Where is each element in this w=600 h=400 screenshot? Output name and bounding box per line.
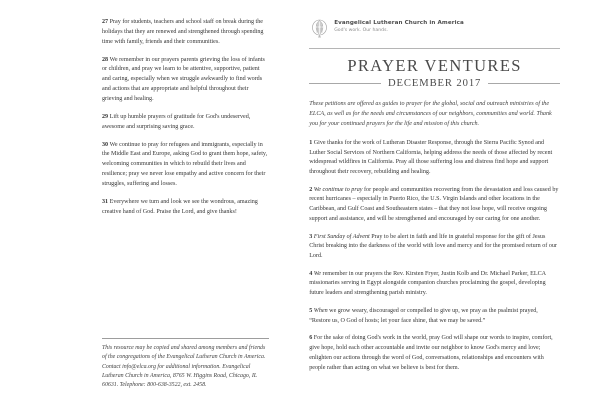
prayer-entry: [102, 141, 269, 190]
organization-tagline: God's work. Our hands.: [334, 27, 388, 33]
prayer-entry: [102, 198, 269, 218]
prayer-entry-number: 28: [102, 56, 110, 63]
prayer-entry: [309, 186, 560, 225]
prayer-entry-number: 3: [309, 233, 314, 240]
prayer-entry: [309, 233, 560, 263]
prayer-entry-lead: When: [313, 307, 328, 314]
prayer-entry-number: 27: [102, 19, 110, 25]
copyright-note: This resource may be copied and shared among members and friends of the congregations of the Evangelical Lutheran Church in America. Contact info@elca.org for additional information. Evangelical Lutheran Church in America, 8765 W. Higgins Road, Chicago, IL 60631. Telephone: 800-638-3522, ext. 2458.: [102, 345, 266, 388]
prayer-entry: [102, 113, 269, 133]
prayer-entry: [309, 270, 560, 300]
prayer-entry-text: We remember in our prayers parents grieving the loss of infants or children, and pray we learn to be attentive, supportive, patient and caring, especially when we struggle awkwardly to find words and actions that are appropriate and helpful throughout their grieving and healing.: [102, 56, 265, 103]
page-title: PRAYER VENTURES: [347, 56, 522, 75]
left-column: [22, 18, 291, 390]
subtitle-rule-right: [488, 83, 560, 84]
prayer-entry-number: 5: [309, 307, 314, 314]
prayer-entry-number: 31: [102, 198, 110, 205]
prayer-entry-text: for people and communities recovering from the devastation and loss caused by recent hurricanes – especially in Puerto Rico, the U.S. Virgin Islands and other locations in the Caribbean, and Gulf Coast and Southeastern states – that they not lose hope, will receive ongoing support and assistance, and will be strengthened and encouraged by our caring for one another.: [309, 186, 559, 223]
prayer-entry-text: Everywhere we turn and look we see the wondrous, amazing creative hand of God. Praise the Lord, and give thanks!: [102, 198, 258, 215]
prayer-entry-text: we grow weary, discouraged or compelled to give up, we pray as the psalmist prayed, “Restore us, O God of hosts; let your face shine, that we may be saved.”: [309, 307, 538, 324]
prayer-entry: [102, 56, 269, 105]
prayer-entry: [309, 307, 560, 327]
subtitle-row: [309, 79, 560, 90]
subtitle-rule-left: [309, 83, 381, 84]
prayer-entry-text: remember in our prayers the Rev. Kirsten Fryer, Justin Kolb and Dr. Michael Parker, ELCA missionaries serving in Egypt alongside companion churches proclaiming the gospel, developing future leaders and strengthening parish ministry.: [309, 270, 546, 297]
prayer-entry-text: Pray to be alert in faith and life in grateful response for the gift of Jesus Christ breaking into the darkness of the world with love and mercy and for the promised return of our Lord.: [309, 233, 557, 260]
masthead-text: [334, 18, 464, 34]
masthead: [309, 18, 560, 39]
prayer-entry-number: 30: [102, 141, 110, 148]
prayer-entry-text: Pray for students, teachers and school staff on break during the holidays that they are renewed and strengthened through spending time with family, friends and their communities.: [102, 19, 264, 45]
right-column: [291, 18, 578, 390]
footer-divider: [102, 338, 269, 339]
right-column-entries: [309, 139, 560, 374]
prayer-entry-number: 2: [309, 186, 314, 193]
prayer-entry-lead: We continue to pray: [313, 186, 363, 193]
prayer-entry-text: Give thanks for the work of Lutheran Disaster Response, through the Sierra Pacific Synod and Luther Social Services of Northern California, helping address the needs of those affected by recent widespread wildfires in California. Pray all those suffering loss and distress find hope and support throughout their recovery, rebuilding and healing.: [309, 139, 553, 176]
elca-cross-emblem-icon: [311, 19, 328, 39]
issue-date: DECEMBER 2017: [388, 77, 482, 89]
prayer-entry-lead: We: [313, 270, 322, 277]
prayer-entry-text: We continue to pray for refugees and immigrants, especially in the Middle East and Europe, asking God to grant them hope, safety, welcoming communities in which to rebuild their lives and resilience; pray we never lose empathy and active concern for their struggles, suffering and losses.: [102, 141, 268, 188]
prayer-entry-lead: First Sunday of Advent: [313, 233, 370, 240]
prayer-entry: [102, 18, 269, 48]
introduction-paragraph: These petitions are offered as guides to prayer for the global, social and outreach ministries of the ELCA, as well as for the needs and circumstances of our neighbors, communities and world. Thank you for your continued prayers for the life and mission of this church.: [309, 101, 552, 127]
prayer-entry: [309, 334, 560, 373]
prayer-entry: [309, 139, 560, 178]
organization-name: Evangelical Lutheran Church in America: [334, 20, 464, 26]
footer-spacer: [102, 226, 269, 339]
prayer-entry-number: 6: [309, 334, 314, 341]
prayer-entry-number: 4: [309, 270, 314, 277]
masthead-divider: [309, 48, 560, 49]
prayer-entry-number: 29: [102, 113, 110, 120]
prayer-entry-text: Lift up humble prayers of gratitude for God's undeserved, awesome and surprising saving grace.: [102, 113, 251, 130]
prayer-entry-text: For the sake of doing God's work in the world, pray God will shape our words to inspire, comfort, give hope, hold each other accountable and invite our neighbor to know God's mercy and love; enlighten our actions through the word of God, conversations, relationships and encounters with people rather than acting on what we believe is best for them.: [309, 334, 553, 371]
prayer-entry-number: 1: [309, 139, 314, 146]
left-column-entries: [102, 18, 269, 226]
